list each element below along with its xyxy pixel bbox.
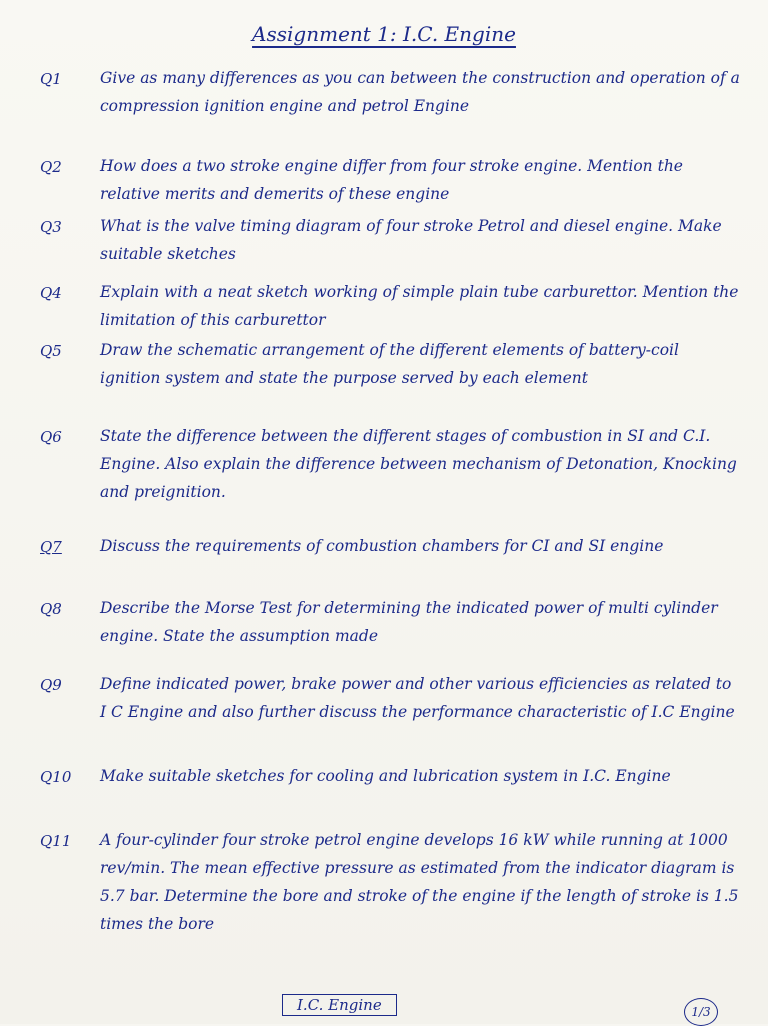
question-text: Make suitable sketches for cooling and lubrication system in I.C. Engine	[100, 767, 671, 785]
question-number: Q3	[40, 218, 62, 236]
question-text: Draw the schematic arrangement of the different elements of battery-coil ignition system and state the purpose served by each element	[100, 341, 679, 387]
footer-label: I.C. Engine	[282, 994, 397, 1016]
question-number: Q11	[40, 832, 72, 850]
question-number: Q6	[40, 428, 62, 446]
page-title: Assignment 1: I.C. Engine	[252, 22, 516, 46]
question-text: Explain with a neat sketch working of simple plain tube carburettor. Mention the limitation of this carburettor	[100, 283, 739, 329]
question-text: Define indicated power, brake power and other various efficiencies as related to I C Engine and also further discuss the performance characteristic of I.C Engine	[100, 675, 735, 721]
question-number: Q1	[40, 70, 62, 88]
question-number: Q5	[40, 342, 62, 360]
question-text: Describe the Morse Test for determining the indicated power of multi cylinder engine. State the assumption made	[100, 599, 718, 645]
question-number: Q8	[40, 600, 62, 618]
question-number: Q9	[40, 676, 62, 694]
question-text: What is the valve timing diagram of four stroke Petrol and diesel engine. Make suitable sketches	[100, 217, 722, 263]
question-number: Q2	[40, 158, 62, 176]
page-marker: 1/3	[684, 998, 718, 1026]
question-number: Q4	[40, 284, 62, 302]
question-text: A four-cylinder four stroke petrol engine develops 16 kW while running at 1000 rev/min. The mean effective pressure as estimated from the indicator diagram is 5.7 bar. Determine the bore and stroke of the engine if the length of stroke is 1.5 times the bore	[100, 831, 739, 933]
question-number: Q10	[40, 768, 72, 786]
question-text: State the difference between the different stages of combustion in SI and C.I. Engine. Also explain the difference between mechanism of Detonation, Knocking and preignition.	[100, 427, 737, 501]
question-text: Give as many differences as you can between the construction and operation of a compression ignition engine and petrol Engine	[100, 69, 740, 115]
question-text: Discuss the requirements of combustion chambers for CI and SI engine	[100, 537, 664, 555]
question-number: Q7	[40, 538, 62, 556]
question-text: How does a two stroke engine differ from four stroke engine. Mention the relative merits and demerits of these engine	[100, 157, 683, 203]
